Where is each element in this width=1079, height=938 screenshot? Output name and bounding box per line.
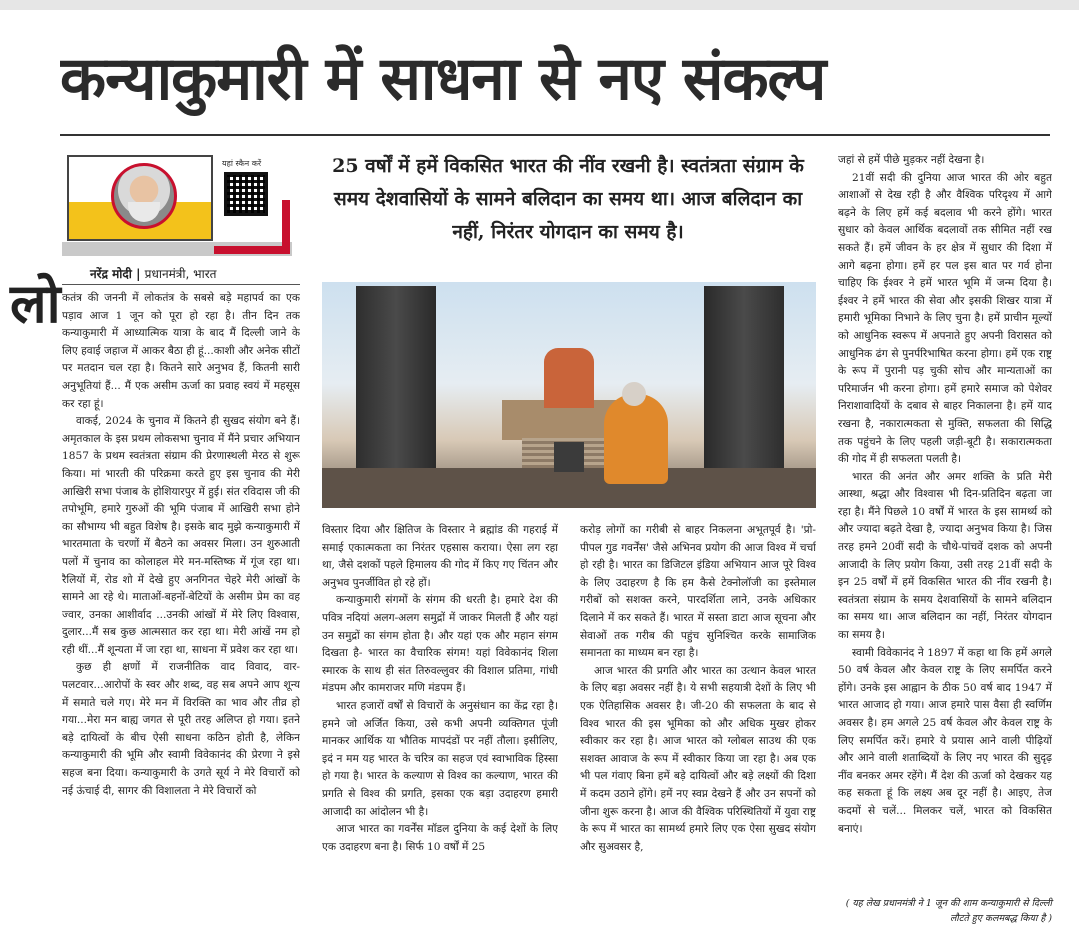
author-photo-panel <box>67 155 213 241</box>
paragraph: भारत की अनंत और अमर शक्ति के प्रति मेरी आस्था, श्रद्धा और विश्वास भी दिन-प्रतिदिन बढ़ता जा रहा है। मैंने पिछले 10 वर्षों में भारत के इस सामर्थ्य को और ज्यादा बढ़ते देखा है, ज्यादा अनुभव किया है। जिस तरह हमने 20वीं सदी के चौथे-पांचवें दशक को अपनी आजादी के लिए प्रयोग किया, उसी तरह 21वीं सदी के इन 25 वर्षों में हमें विकसित भारत की नींव रखनी है। स्वतंत्रता संग्राम के समय देशवासियों के सामने बलिदान का समय था। आज बलिदान का नहीं, निरंतर योगदान का समय है। <box>838 470 1052 642</box>
top-border <box>0 0 1079 10</box>
author-role: प्रधानमंत्री, भारत <box>144 267 217 281</box>
paragraph: करोड़ लोगों का गरीबी से बाहर निकलना अभूतपूर्व है। 'प्रो-पीपल गुड गवर्नेंस' जैसे अभिनव प्रयोग की आज विश्व में चर्चा हो रही है। भारत का डिजिटल इंडिया अभियान आज पूरे विश्व के लिए उदाहरण है कि हम कैसे टेक्नोलॉजी का इस्तेमाल गरीबों को सशक्त करने, पारदर्शिता लाने, उनके अधिकार दिलाने में कर सकते हैं। भारत में सस्ता डाटा आज सूचना और सेवाओं तक गरीब की पहुंच सुनिश्चित करके सामाजिक समानता का माध्यम बन रहा है। <box>580 524 816 660</box>
headline-rule <box>60 134 1050 136</box>
paragraph: कुछ ही क्षणों में राजनीतिक वाद विवाद, वार-पलटवार...आरोपों के स्वर और शब्द, वह सब अपने आप शून्य में समाते चले गए। मेरे मन में विरक्ति का भाव और तीव्र हो गया...मेरा मन बाह्य जगत से पूरी तरह अलिप्त हो गया। इतने बड़े दायित्वों के बीच ऐसी साधना कठिन होती है, लेकिन कन्याकुमारी की भूमि और स्वामी विवेकानंद की प्रेरणा ने इसे सहज बना दिया। कन्याकुमारी के उगते सूर्य ने मेरे विचारों को नई ऊंचाई दी, सागर की विशालता ने मेरे विचारों को <box>62 661 300 797</box>
article-column-4 <box>838 152 1052 924</box>
photo-lamp <box>554 442 584 472</box>
qr-code-icon[interactable] <box>224 172 268 216</box>
paragraph: स्वामी विवेकानंद ने 1897 में कहा था कि हमें अगले 50 वर्ष केवल और केवल राष्ट्र के लिए समर्पित करने होंगे। उनके इस आह्वान के ठीक 50 वर्ष बाद 1947 में भारत आजाद हो गया। आज हमारे पास वैसा ही स्वर्णिम अवसर है। हम अगले 25 वर्ष केवल और केवल राष्ट्र के लिए समर्पित करें। हमारे ये प्रयास आने वाली पीढ़ियों और आने वाली शताब्दियों के लिए नए भारत की सुदृढ़ नींव बनकर अमर रहेंगे। मैं देश की ऊर्जा को देखकर यह कह सकता हूं कि लक्ष्य अब दूर नहीं है। आइए, तेज कदमों से चलें... मिलकर चलें, भारत को विकसित बनाएं। <box>838 646 1052 835</box>
paragraph: विस्तार दिया और क्षितिज के विस्तार ने ब्रह्मांड की गहराई में समाई एकात्मकता का निरंतर एहसास कराया। ऐसा लग रहा था, जैसे दशकों पहले हिमालय की गोद में किए गए चिंतन और अनुभव पुनर्जीवित हो रहे हों। <box>322 524 558 589</box>
paragraph: आज भारत का गवर्नेंस मॉडल दुनिया के कई देशों के लिए एक उदाहरण बना है। सिर्फ 10 वर्षों में 25 <box>322 823 558 853</box>
paragraph: वाकई, 2024 के चुनाव में कितने ही सुखद संयोग बने हैं। अमृतकाल के इस प्रथम लोकसभा चुनाव में मैंने प्रचार अभियान 1857 के प्रथम स्वतंत्रता संग्राम की प्रेरणास्थली मेरठ से शुरू किया। मां भारती की परिक्रमा करते हुए इस चुनाव की मेरी आखिरी सभा पंजाब के होशियारपुर में हुई। संत रविदास जी की तपोभूमि, हमारे गुरुओं की भूमि पंजाब में आखिरी सभा होने का सौभाग्य भी बहुत विशेष है। इसके बाद मुझे कन्याकुमारी में भारतमाता के चरणों में बैठने का अवसर मिला। उन शुरुआती पलों में चुनाव का कोलाहल मेरे मन-मस्तिष्क में गूंज रहा था। रैलियों में, रोड शो में देखे हुए अनगिनत चेहरे मेरी आंखों के सामने आ रहे थे। माताओं-बहनों-बेटियों के असीम प्रेम का वह ज्वार, उनका आशीर्वाद ...उनकी आंखों में मेरे लिए विश्वास, दुलार...मैं सब कुछ आत्मसात कर रहा था। मेरी आंखें नम हो रही थीं...मैं शून्यता में जा रहा था, साधना में प्रवेश कर रहा था। <box>62 415 300 656</box>
byline: नरेंद्र मोदी | प्रधानमंत्री, भारत <box>90 267 217 281</box>
author-avatar <box>111 163 177 229</box>
author-name: नरेंद्र मोदी <box>90 267 132 281</box>
article-column-2 <box>322 522 558 914</box>
byline-rule <box>62 284 300 285</box>
paragraph: कन्याकुमारी संगमों के संगम की धरती है। हमारे देश की पवित्र नदियां अलग-अलग समुद्रों में जाकर मिलती हैं और यहां उन समुद्रों का संगम होता है। और यहां एक और महान संगम दिखता है- भारत का वैचारिक संगम! यहां विवेकानंद शिला स्मारक के साथ ही संत तिरुवल्लुवर की विशाल प्रतिमा, गांधी मंडपम और कामराजर मणि मंडपम हैं। <box>322 594 558 695</box>
author-credit-note: ( यह लेख प्रधानमंत्री ने 1 जून की शाम कन्याकुमारी से दिल्ली लौटते हुए कलमबद्ध किया है ) <box>845 898 1052 924</box>
scan-label: यहां स्कैन करें <box>222 159 262 168</box>
photo-memorial <box>544 348 594 408</box>
paragraph: जहां से हमें पीछे मुड़कर नहीं देखना है। <box>838 154 985 166</box>
article-column-1 <box>62 290 300 910</box>
photo-figure-head <box>622 382 646 406</box>
headline: कन्याकुमारी में साधना से नए संकल्प <box>60 44 826 114</box>
photo-seated-figure <box>604 394 668 484</box>
article-photo <box>322 282 816 508</box>
paragraph: आज भारत की प्रगति और भारत का उत्थान केवल भारत के लिए बड़ा अवसर नहीं है। ये सभी सहयात्री देशों के लिए भी एक ऐतिहासिक अवसर है। जी-20 की सफलता के बाद से विश्व भारत की इस भूमिका को और अधिक मुखर होकर स्वीकार कर रहा है। आज भारत को ग्लोबल साउथ की एक सशक्त आवाज के रूप में स्वीकार किया जा रहा है। अब एक भी पल गंवाए बिना हमें बड़े दायित्वों और बड़े लक्ष्यों की दिशा में कदम उठाने होंगे। हमें नए स्वप्न देखने हैं और उन सपनों को जीना शुरू करना है। आज की वैश्विक परिस्थितियों में युवा राष्ट्र के रूप में भारत का सामर्थ्य हमारे लिए एक ऐसा सुखद संयोग और सुअवसर है, <box>580 664 816 853</box>
author-box <box>62 150 292 258</box>
photo-floor <box>322 468 816 508</box>
pull-quote: 25 वर्षों में हमें विकसित भारत की नींव रखनी है। स्वतंत्रता संग्राम के समय देशवासियों के सामने बलिदान का समय था। आज बलिदान का नहीं, निरंतर योगदान का समय है। <box>332 155 804 243</box>
drop-cap: लो <box>10 272 61 335</box>
article-column-3 <box>580 522 816 914</box>
paragraph: 21वीं सदी की दुनिया आज भारत की ओर बहुत आशाओं से देख रही है और वैश्विक परिदृश्य में आगे बढ़ने के लिए हमें कई बदलाव भी करने होंगे। भारत सुधार को केवल आर्थिक बदलावों तक सीमित नहीं रख सकते हैं। हमें जीवन के हर क्षेत्र में सुधार की दिशा में आगे बढ़ना होगा। हमें हर पल इस बात पर गर्व होना चाहिए कि ईश्वर ने हमें भारत भूमि में जन्म दिया है। ईश्वर ने हमें भारत की सेवा और इसकी शिखर यात्रा में हमारी भूमिका निभाने के लिए चुना है। हमें प्राचीन मूल्यों को आधुनिक स्वरूप में अपनाते हुए अपनी विरासत को आधुनिक ढंग से पुनर्परिभाषित करना होगा। हमें एक राष्ट्र के रूप में पुरानी पड़ चुकी सोच और मान्यताओं का परिमार्जन भी करना होगा। हमें हमारे समाज को पेशेवर निराशावादियों के दबाव से बाहर निकालना है। हमें याद रखना है, नकारात्मकता से मुक्ति, सफलता की सिद्धि तक पहुंचने के लिए पहली जड़ी-बूटी है। सकारात्मकता की गोद में ही सफलता पलती है। <box>838 171 1052 466</box>
paragraph: कतंत्र की जननी में लोकतंत्र के सबसे बड़े महापर्व का एक पड़ाव आज 1 जून को पूरा हो रहा है। तीन दिन तक कन्याकुमारी में आध्यात्मिक यात्रा के बाद मैं दिल्ली जाने के लिए हवाई जहाज में आकर बैठा ही हूं...काशी और अनेक सीटों पर मतदान चल रहा है। कितने सारे अनुभव हैं, कितनी सारी अनुभूतियां हैं... मैं एक असीम ऊर्जा का प्रवाह स्वयं में महसूस कर रहा हूं। <box>62 292 300 410</box>
paragraph: भारत हजारों वर्षों से विचारों के अनुसंधान का केंद्र रहा है। हमने जो अर्जित किया, उसे कभी अपनी व्यक्तिगत पूंजी मानकर आर्थिक या भौतिक मापदंडों पर नहीं तौला। इसीलिए, इदं न मम यह भारत के चरित्र का सहज एवं स्वाभाविक हिस्सा हो गया है। भारत के कल्याण से विश्व का कल्याण, भारत की प्रगति से विश्व की प्रगति, इसका एक बड़ा उदाहरण हमारी आजादी का आंदोलन भी है। <box>322 699 558 818</box>
